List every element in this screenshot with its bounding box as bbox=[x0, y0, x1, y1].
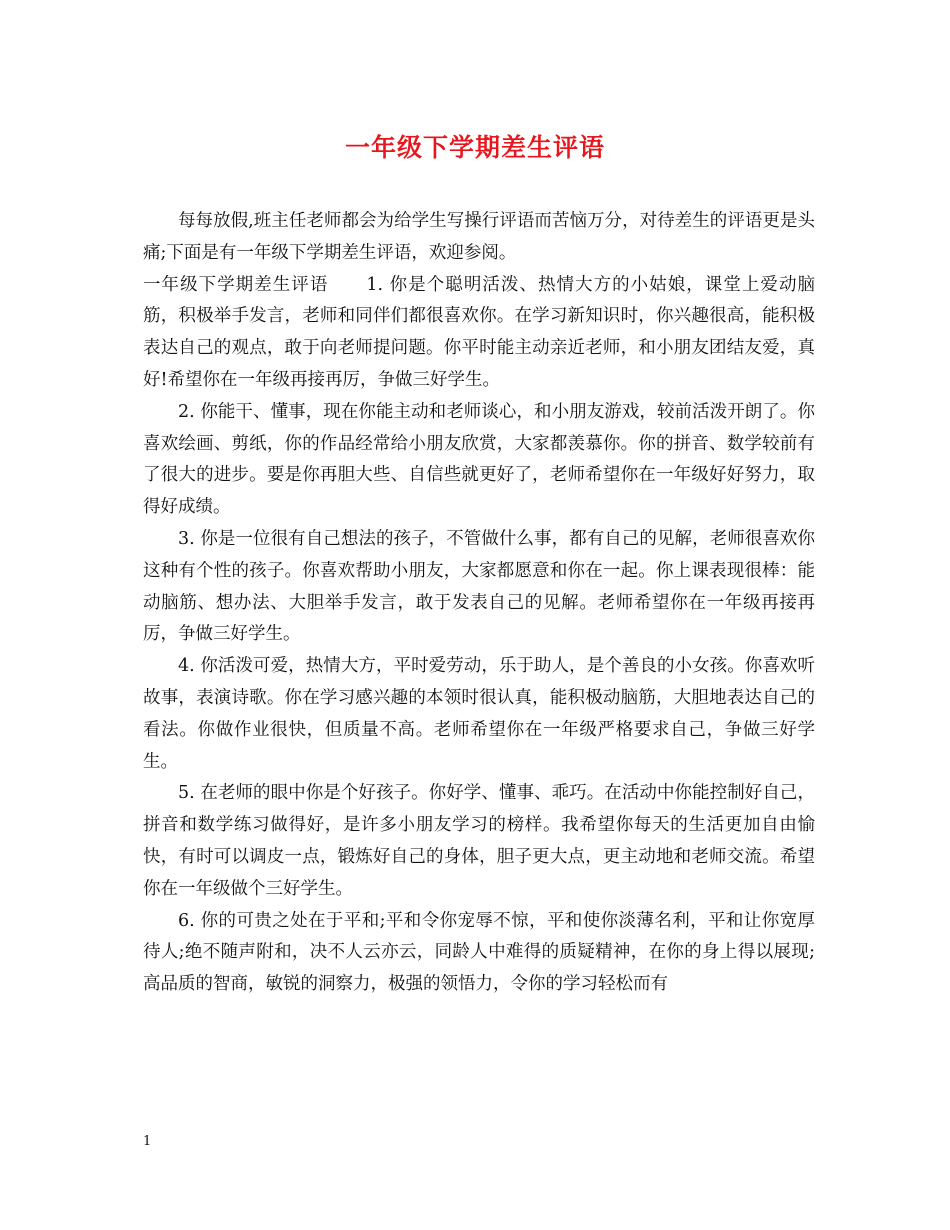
comment-6: 6. 你的可贵之处在于平和;平和令你宠辱不惊，平和使你淡薄名利，平和让你宽厚待人;绝不随声附和，决不人云亦云，同龄人中难得的质疑精神，在你的身上得以展现;高品质的智商，敏锐的洞察力，极强的领悟力，令你的学习轻松而有 bbox=[143, 910, 815, 995]
comment-1: 1. 你是个聪明活泼、热情大方的小姑娘，课堂上爱动脑筋，积极举手发言，老师和同伴们都很喜欢你。在学习新知识时，你兴趣很高，能积极表达自己的观点，敢于向老师提问题。你平时能主动亲近老师，和小朋友团结友爱，真好!希望你在一年级再接再厉，争做三好学生。 bbox=[143, 274, 815, 390]
document-body bbox=[143, 206, 815, 1001]
page-number: 1 bbox=[143, 1134, 152, 1149]
comment-4: 4. 你活泼可爱，热情大方，平时爱劳动，乐于助人，是个善良的小女孩。你喜欢听故事，表演诗歌。你在学习感兴趣的本领时很认真，能积极动脑筋，大胆地表达自己的看法。你做作业很快，但质量不高。老师希望你在一年级严格要求自己，争做三好学生。 bbox=[143, 656, 815, 772]
section-heading: 一年级下学期差生评语 bbox=[143, 274, 329, 295]
first-comment-paragraph bbox=[143, 270, 815, 397]
comment-5: 5. 在老师的眼中你是个好孩子。你好学、懂事、乖巧。在活动中你能控制好自己，拼音和数学练习做得好，是许多小朋友学习的榜样。我希望你每天的生活更加自由愉快，有时可以调皮一点，锻炼好自己的身体，胆子更大点，更主动地和老师交流。希望你在一年级做个三好学生。 bbox=[143, 783, 815, 899]
document-title: 一年级下学期差生评语 bbox=[344, 133, 605, 162]
comment-2: 2. 你能干、懂事，现在你能主动和老师谈心，和小朋友游戏，较前活泼开朗了。你喜欢绘画、剪纸，你的作品经常给小朋友欣赏，大家都羡慕你。你的拼音、数学较前有了很大的进步。要是你再胆大些、自信些就更好了，老师希望你在一年级好好努力，取得好成绩。 bbox=[143, 401, 815, 518]
comment-3: 3. 你是一位很有自己想法的孩子，不管做什么事，都有自己的见解，老师很喜欢你这种有个性的孩子。你喜欢帮助小朋友，大家都愿意和你在一起。你上课表现很棒：能动脑筋、想办法、大胆举手发言，敢于发表自己的见解。老师希望你在一年级再接再厉，争做三好学生。 bbox=[143, 528, 815, 645]
intro-paragraph: 每每放假,班主任老师都会为给学生写操行评语而苦恼万分，对待差生的评语更是头痛;下面是有一年级下学期差生评语，欢迎参阅。 bbox=[143, 211, 815, 263]
